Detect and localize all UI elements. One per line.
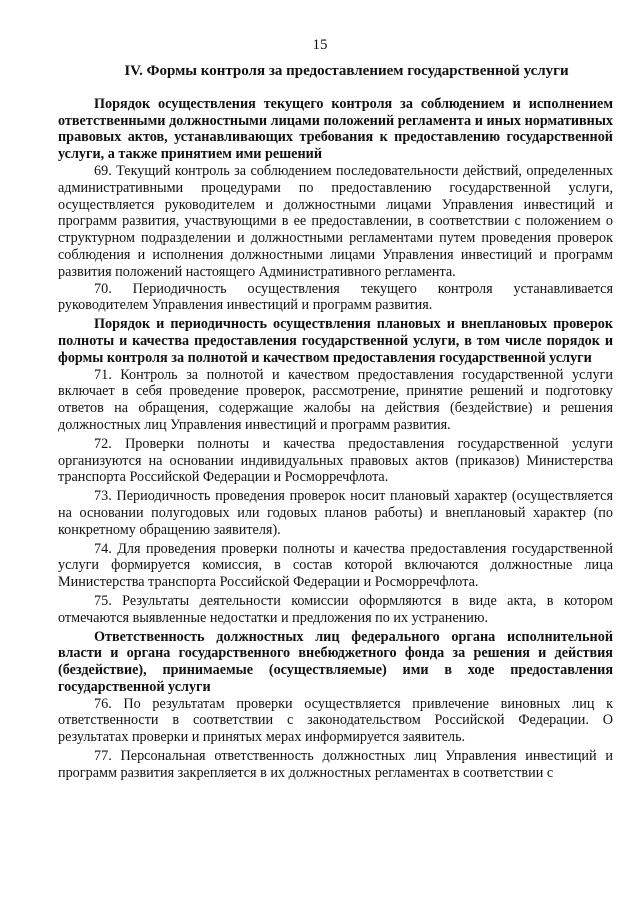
page-content bbox=[58, 63, 613, 782]
heading-current-control: Порядок осуществления текущего контроля за соблюдением и исполнением ответственными должностными лицами положений регламента и иных нормативных правовых актов, устанавливающих требования к предоставлению государственной услуги, а также принятием ими решений bbox=[58, 95, 613, 163]
paragraph-76: 76. По результатам проверки осуществляется привлечение виновных лиц к ответственности в соответствии с законодательством Российской Федерации. О результатах проверки и принятых мерах информируется заявитель. bbox=[58, 695, 613, 746]
paragraph-75: 75. Результаты деятельности комиссии оформляются в виде акта, в котором отмечаются выявленные недостатки и предложения по их устранению. bbox=[58, 592, 613, 626]
paragraph-74: 74. Для проведения проверки полноты и качества предоставления государственной услуги формируется комиссия, в состав которой включаются должностные лица Министерства транспорта Российской Федерации и Росморречфлота. bbox=[58, 540, 613, 591]
paragraph-69: 69. Текущий контроль за соблюдением последовательности действий, определенных административными процедурами по предоставлению государственной услуги, осуществляется руководителем и должностными лицами Управления инвестиций и программ развития, участвующими в ее предоставлении, в соответствии с положением о структурном подразделении и должностными регламентами путем проведения проверок соблюдения и исполнения должностными лицами Управления инвестиций и программ развития положений настоящего Административного регламента. bbox=[58, 162, 613, 280]
page-number: 15 bbox=[312, 37, 328, 53]
section-title: IV. Формы контроля за предоставлением государственной услуги bbox=[124, 63, 569, 79]
paragraph-70: 70. Периодичность осуществления текущего контроля устанавливается руководителем Управления инвестиций и программ развития. bbox=[58, 280, 613, 314]
paragraph-77: 77. Персональная ответственность должностных лиц Управления инвестиций и программ развития закрепляется в их должностных регламентах в соответствии с bbox=[58, 748, 613, 781]
heading-responsibility: Ответственность должностных лиц федерального органа исполнительной власти и органа государственного внебюджетного фонда за решения и действия (бездействие), принимаемые (осуществляемые) ими в ходе предоставления государственной услуги bbox=[58, 628, 613, 695]
paragraph-73: 73. Периодичность проведения проверок носит плановый характер (осуществляется на основании полугодовых или годовых планов работы) и внеплановый характер (по конкретному обращению заявителя). bbox=[58, 488, 613, 538]
paragraph-72: 72. Проверки полноты и качества предоставления государственной услуги организуются на основании индивидуальных правовых актов (приказов) Министерства транспорта Российской Федерации и Росморречфлота. bbox=[58, 435, 613, 486]
heading-inspections: Порядок и периодичность осуществления плановых и внеплановых проверок полноты и качества предоставления государственной услуги, в том числе порядок и формы контроля за полнотой и качеством предоставления государственной услуги bbox=[58, 316, 613, 366]
paragraph-71: 71. Контроль за полнотой и качеством предоставления государственной услуги включает в себя проведение проверок, рассмотрение, принятие решений и подготовку ответов на обращения, содержащие жалобы на действия (бездействие) и решения должностных лиц Управления инвестиций и программ развития. bbox=[58, 366, 613, 433]
